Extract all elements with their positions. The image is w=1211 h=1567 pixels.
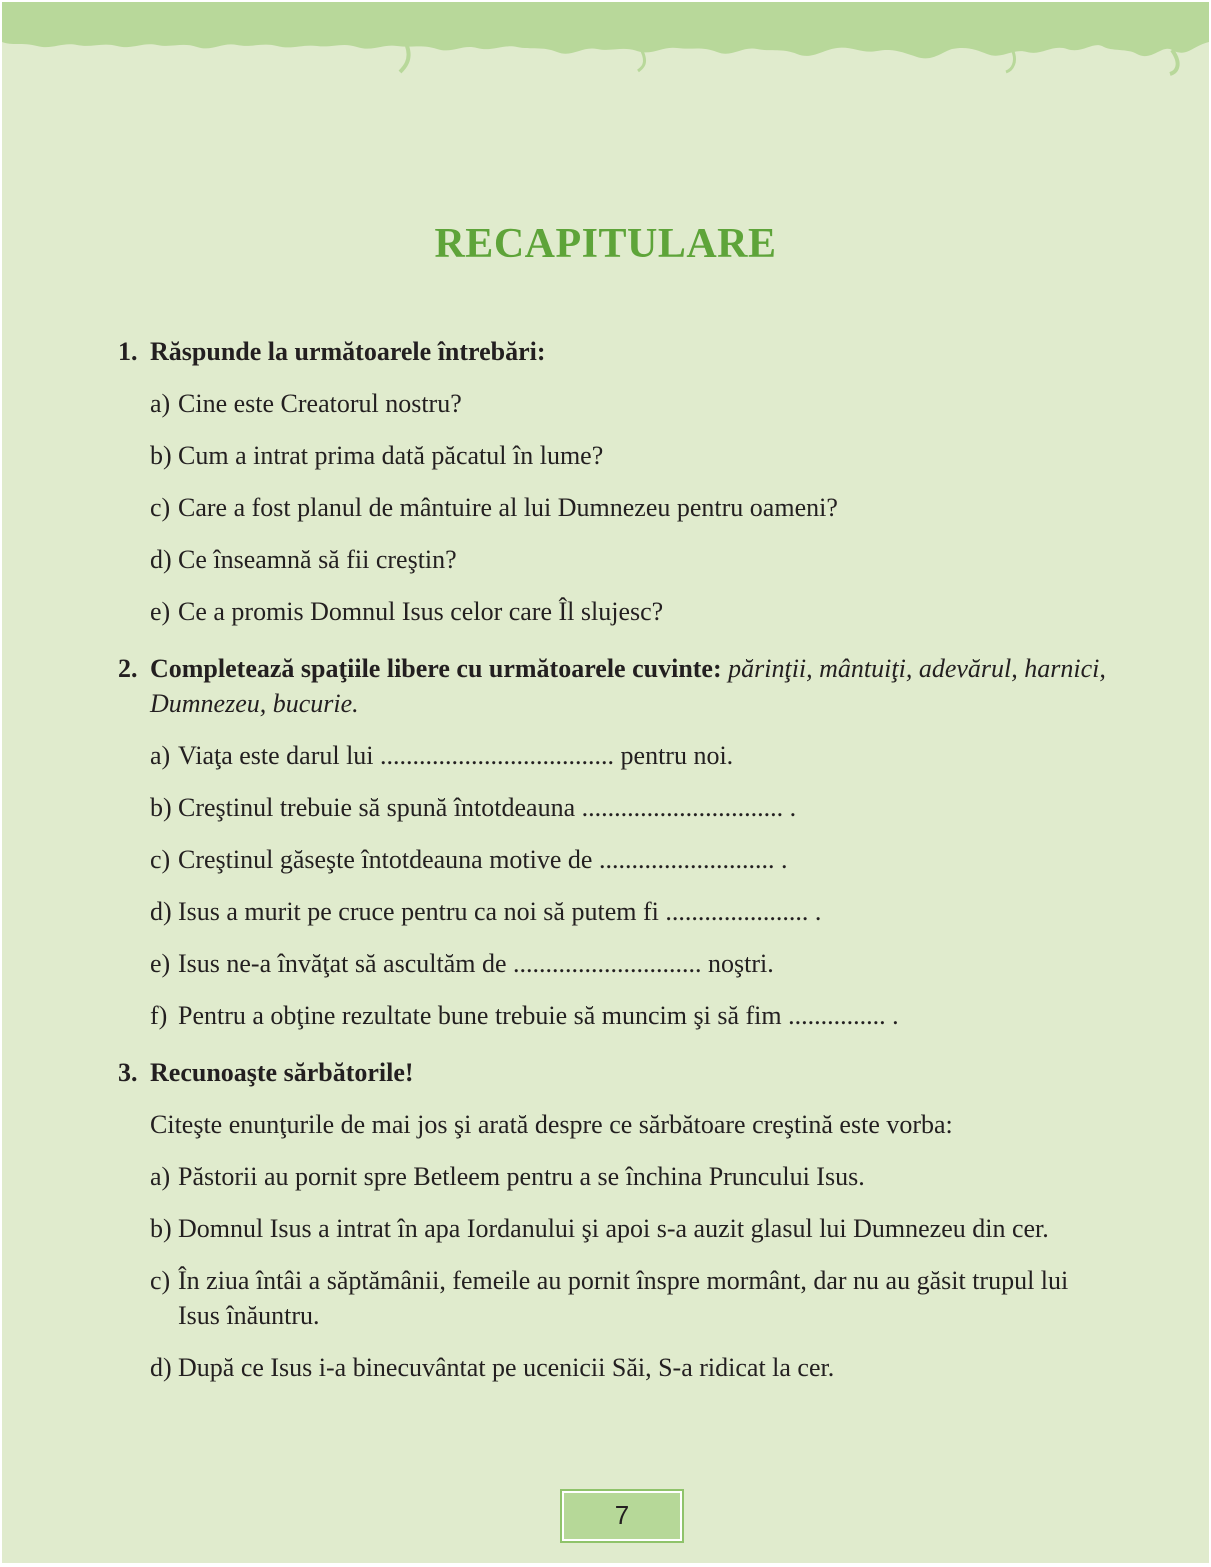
item-letter: e)	[150, 597, 171, 626]
page-title: RECAPITULARE	[434, 221, 777, 267]
list-item	[150, 1159, 1138, 1194]
statement-list	[150, 1159, 1138, 1385]
item-text: Creştinul găseşte întotdeauna motive de ........................... .	[178, 845, 788, 874]
exercise-heading	[118, 651, 1138, 721]
list-item	[150, 998, 1138, 1033]
exercise-intro: Citeşte enunţurile de mai jos şi arată despre ce sărbătoare creştină este vorba:	[150, 1110, 953, 1139]
page-number: 7	[562, 1491, 682, 1541]
exercise-instruction: Răspunde la următoarele întrebări:	[150, 337, 546, 366]
item-text: Creştinul trebuie să spună întotdeauna ............................... .	[178, 793, 797, 822]
word-bank: părinţii, mântuiţi, adevărul, harnici, Dumnezeu, bucurie.	[150, 654, 1106, 718]
decorative-top-band	[2, 2, 1209, 82]
list-item	[150, 490, 1138, 525]
item-text: Ce înseamnă să fii creştin?	[178, 545, 457, 574]
list-item	[150, 842, 1138, 877]
list-item	[150, 438, 1138, 473]
item-text: Cum a intrat prima dată păcatul în lume?	[178, 441, 604, 470]
item-text: Ce a promis Domnul Isus celor care Îl slujesc?	[178, 597, 664, 626]
item-letter: d)	[150, 545, 172, 574]
fill-in-list	[150, 738, 1138, 1033]
item-text: Viaţa este darul lui .................................... pentru noi.	[178, 741, 734, 770]
exercise-section	[118, 651, 1138, 1033]
item-letter: d)	[150, 897, 172, 926]
list-item	[150, 386, 1138, 421]
list-item	[150, 1263, 1138, 1333]
exercise-heading	[118, 334, 1138, 369]
item-text: În ziua întâi a săptămânii, femeile au pornit înspre mormânt, dar nu au găsit trupul lui Isus înăuntru.	[178, 1266, 1069, 1330]
item-text: Cine este Creatorul nostru?	[178, 389, 462, 418]
item-letter: a)	[150, 1162, 171, 1191]
item-letter: d)	[150, 1353, 172, 1382]
list-item	[150, 894, 1138, 929]
item-text: Care a fost planul de mântuire al lui Dumnezeu pentru oameni?	[178, 493, 838, 522]
item-text: Isus a murit pe cruce pentru ca noi să putem fi ...................... .	[178, 897, 822, 926]
item-letter: c)	[150, 845, 171, 874]
item-text: Isus ne-a învăţat să ascultăm de ............................. noştri.	[178, 949, 774, 978]
list-item	[150, 594, 1138, 629]
item-letter: c)	[150, 1266, 171, 1295]
exercise-instruction	[150, 651, 1138, 721]
list-item	[150, 542, 1138, 577]
list-item	[150, 946, 1138, 981]
item-text: Pentru a obţine rezultate bune trebuie să muncim şi să fim ............... .	[178, 1001, 899, 1030]
item-text: Păstorii au pornit spre Betleem pentru a se închina Pruncului Isus.	[178, 1162, 865, 1191]
exercise-section	[118, 1055, 1138, 1385]
item-letter: b)	[150, 1214, 172, 1243]
page	[2, 2, 1209, 1563]
list-item	[150, 1350, 1138, 1385]
item-text: După ce Isus i-a binecuvântat pe ucenicii Săi, S-a ridicat la cer.	[178, 1353, 835, 1382]
instruction-text: Completează spaţiile libere cu următoarele cuvinte:	[150, 654, 722, 683]
item-letter: a)	[150, 741, 171, 770]
exercise-number: 2.	[118, 654, 138, 683]
list-item	[150, 1211, 1138, 1246]
exercise-list	[118, 334, 1138, 1407]
exercise-section	[118, 334, 1138, 629]
exercise-heading	[118, 1055, 1138, 1090]
list-item	[150, 738, 1138, 773]
exercise-instruction: Recunoaşte sărbătorile!	[150, 1058, 414, 1087]
item-letter: c)	[150, 493, 171, 522]
exercise-number: 3.	[118, 1058, 138, 1087]
item-letter: f)	[150, 1001, 168, 1030]
exercise-number: 1.	[118, 337, 138, 366]
item-letter: e)	[150, 949, 171, 978]
item-letter: b)	[150, 793, 172, 822]
item-text: Domnul Isus a intrat în apa Iordanului şi apoi s-a auzit glasul lui Dumnezeu din cer.	[178, 1214, 1049, 1243]
item-letter: b)	[150, 441, 172, 470]
list-item	[150, 790, 1138, 825]
question-list	[150, 386, 1138, 629]
item-letter: a)	[150, 389, 171, 418]
